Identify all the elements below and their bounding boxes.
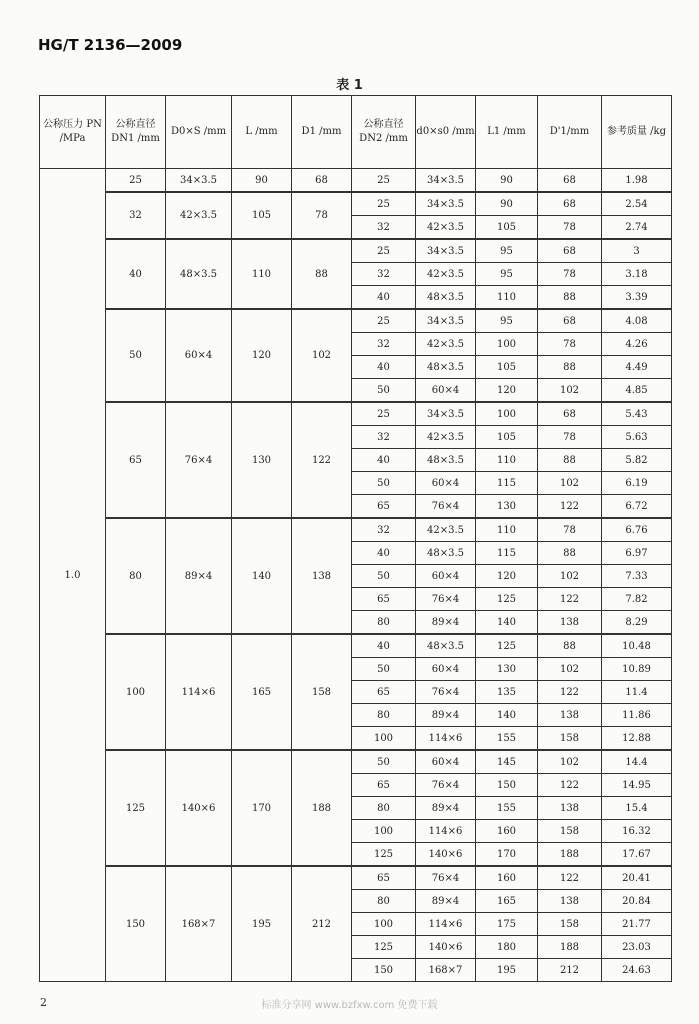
d1p-cell: 78: [538, 333, 602, 356]
mass-cell: 3.18: [602, 263, 672, 286]
mass-cell: 2.54: [602, 192, 672, 216]
l1-cell: 175: [476, 913, 538, 936]
column-header: D'1/mm: [538, 96, 602, 169]
d0s0-cell: 60×4: [416, 472, 476, 495]
d1p-cell: 122: [538, 495, 602, 519]
column-header: 参考质量 /kg: [602, 96, 672, 169]
l-cell: 130: [232, 402, 292, 518]
mass-cell: 24.63: [602, 959, 672, 982]
table-row: [40, 402, 672, 426]
d0s-cell: 48×3.5: [166, 239, 232, 309]
d0s0-cell: 34×3.5: [416, 309, 476, 333]
d1p-cell: 188: [538, 843, 602, 867]
l1-cell: 110: [476, 286, 538, 310]
d1p-cell: 188: [538, 936, 602, 959]
mass-cell: 5.82: [602, 449, 672, 472]
dn2-cell: 125: [352, 936, 416, 959]
mass-cell: 3: [602, 239, 672, 263]
d1p-cell: 138: [538, 704, 602, 727]
dn2-cell: 80: [352, 797, 416, 820]
dn2-cell: 25: [352, 192, 416, 216]
dn2-cell: 65: [352, 774, 416, 797]
l1-cell: 150: [476, 774, 538, 797]
d1p-cell: 78: [538, 518, 602, 542]
d1p-cell: 212: [538, 959, 602, 982]
d1p-cell: 102: [538, 472, 602, 495]
d0s0-cell: 114×6: [416, 727, 476, 751]
dn2-cell: 65: [352, 588, 416, 611]
dn2-cell: 25: [352, 169, 416, 193]
d1-cell: 138: [292, 518, 352, 634]
dn2-cell: 50: [352, 565, 416, 588]
l1-cell: 130: [476, 658, 538, 681]
l1-cell: 115: [476, 472, 538, 495]
dn2-cell: 32: [352, 216, 416, 240]
mass-cell: 14.95: [602, 774, 672, 797]
d0s0-cell: 89×4: [416, 704, 476, 727]
l-cell: 140: [232, 518, 292, 634]
table-row: [40, 309, 672, 333]
dn1-cell: 125: [106, 750, 166, 866]
d1p-cell: 158: [538, 727, 602, 751]
mass-cell: 1.98: [602, 169, 672, 193]
d0s-cell: 42×3.5: [166, 192, 232, 239]
mass-cell: 4.85: [602, 379, 672, 403]
d1p-cell: 68: [538, 192, 602, 216]
d0s0-cell: 60×4: [416, 750, 476, 774]
dn2-cell: 100: [352, 913, 416, 936]
d0s-cell: 114×6: [166, 634, 232, 750]
d0s0-cell: 34×3.5: [416, 192, 476, 216]
d0s0-cell: 76×4: [416, 681, 476, 704]
l-cell: 195: [232, 866, 292, 982]
d1-cell: 188: [292, 750, 352, 866]
l1-cell: 140: [476, 704, 538, 727]
d1p-cell: 88: [538, 449, 602, 472]
l1-cell: 125: [476, 634, 538, 658]
l-cell: 120: [232, 309, 292, 402]
d1p-cell: 68: [538, 402, 602, 426]
l1-cell: 115: [476, 542, 538, 565]
d0s-cell: 89×4: [166, 518, 232, 634]
d1p-cell: 68: [538, 169, 602, 193]
d1-cell: 102: [292, 309, 352, 402]
dn1-cell: 40: [106, 239, 166, 309]
d1p-cell: 102: [538, 750, 602, 774]
d1p-cell: 122: [538, 681, 602, 704]
d1-cell: 68: [292, 169, 352, 193]
mass-cell: 23.03: [602, 936, 672, 959]
l1-cell: 95: [476, 309, 538, 333]
d1p-cell: 102: [538, 565, 602, 588]
dn2-cell: 50: [352, 658, 416, 681]
dn2-cell: 80: [352, 611, 416, 635]
l1-cell: 170: [476, 843, 538, 867]
mass-cell: 10.89: [602, 658, 672, 681]
dn2-cell: 40: [352, 449, 416, 472]
d0s0-cell: 34×3.5: [416, 239, 476, 263]
d1-cell: 158: [292, 634, 352, 750]
l1-cell: 95: [476, 239, 538, 263]
d0s0-cell: 140×6: [416, 843, 476, 867]
d1-cell: 88: [292, 239, 352, 309]
d0s0-cell: 48×3.5: [416, 286, 476, 310]
dn2-cell: 50: [352, 750, 416, 774]
l1-cell: 135: [476, 681, 538, 704]
d0s0-cell: 42×3.5: [416, 426, 476, 449]
l1-cell: 165: [476, 890, 538, 913]
d0s0-cell: 42×3.5: [416, 333, 476, 356]
dn2-cell: 80: [352, 704, 416, 727]
column-header: L /mm: [232, 96, 292, 169]
mass-cell: 20.41: [602, 866, 672, 890]
l1-cell: 105: [476, 426, 538, 449]
mass-cell: 6.76: [602, 518, 672, 542]
d0s0-cell: 42×3.5: [416, 263, 476, 286]
dn1-cell: 32: [106, 192, 166, 239]
l1-cell: 90: [476, 192, 538, 216]
d1p-cell: 158: [538, 820, 602, 843]
mass-cell: 12.88: [602, 727, 672, 751]
dn2-cell: 25: [352, 402, 416, 426]
mass-cell: 6.97: [602, 542, 672, 565]
d1p-cell: 122: [538, 866, 602, 890]
dn1-cell: 100: [106, 634, 166, 750]
l1-cell: 160: [476, 820, 538, 843]
d1p-cell: 122: [538, 588, 602, 611]
dn1-cell: 80: [106, 518, 166, 634]
dn1-cell: 50: [106, 309, 166, 402]
table-row: [40, 518, 672, 542]
d0s0-cell: 89×4: [416, 890, 476, 913]
d1p-cell: 102: [538, 379, 602, 403]
column-header: 公称直径 DN2 /mm: [352, 96, 416, 169]
mass-cell: 16.32: [602, 820, 672, 843]
d0s0-cell: 76×4: [416, 588, 476, 611]
mass-cell: 7.33: [602, 565, 672, 588]
mass-cell: 6.19: [602, 472, 672, 495]
d0s-cell: 34×3.5: [166, 169, 232, 193]
column-header: d0×s0 /mm: [416, 96, 476, 169]
dn2-cell: 65: [352, 681, 416, 704]
dn2-cell: 40: [352, 634, 416, 658]
l-cell: 170: [232, 750, 292, 866]
mass-cell: 7.82: [602, 588, 672, 611]
dn2-cell: 40: [352, 286, 416, 310]
dn2-cell: 150: [352, 959, 416, 982]
dn2-cell: 32: [352, 333, 416, 356]
dn2-cell: 25: [352, 309, 416, 333]
l-cell: 165: [232, 634, 292, 750]
l1-cell: 180: [476, 936, 538, 959]
l1-cell: 90: [476, 169, 538, 193]
mass-cell: 4.49: [602, 356, 672, 379]
d1p-cell: 78: [538, 216, 602, 240]
d1p-cell: 88: [538, 634, 602, 658]
d0s0-cell: 34×3.5: [416, 169, 476, 193]
table-row: [40, 634, 672, 658]
dn2-cell: 32: [352, 426, 416, 449]
table-row: [40, 192, 672, 216]
d1p-cell: 102: [538, 658, 602, 681]
d1p-cell: 88: [538, 542, 602, 565]
d0s0-cell: 89×4: [416, 797, 476, 820]
d1p-cell: 138: [538, 797, 602, 820]
mass-cell: 11.86: [602, 704, 672, 727]
d0s0-cell: 60×4: [416, 565, 476, 588]
l1-cell: 110: [476, 449, 538, 472]
mass-cell: 15.4: [602, 797, 672, 820]
d0s0-cell: 76×4: [416, 866, 476, 890]
d0s0-cell: 89×4: [416, 611, 476, 635]
dn2-cell: 65: [352, 495, 416, 519]
mass-cell: 20.84: [602, 890, 672, 913]
dn2-cell: 32: [352, 518, 416, 542]
d0s0-cell: 76×4: [416, 774, 476, 797]
d0s0-cell: 48×3.5: [416, 634, 476, 658]
dn2-cell: 125: [352, 843, 416, 867]
l1-cell: 155: [476, 727, 538, 751]
l1-cell: 155: [476, 797, 538, 820]
dn2-cell: 80: [352, 890, 416, 913]
dn2-cell: 40: [352, 356, 416, 379]
d1p-cell: 138: [538, 611, 602, 635]
l1-cell: 145: [476, 750, 538, 774]
dn2-cell: 32: [352, 263, 416, 286]
d1p-cell: 88: [538, 286, 602, 310]
d1-cell: 78: [292, 192, 352, 239]
mass-cell: 4.26: [602, 333, 672, 356]
d0s0-cell: 42×3.5: [416, 518, 476, 542]
d0s0-cell: 60×4: [416, 379, 476, 403]
table-row: [40, 169, 672, 193]
l1-cell: 120: [476, 379, 538, 403]
d0s0-cell: 114×6: [416, 820, 476, 843]
l1-cell: 125: [476, 588, 538, 611]
column-header: D1 /mm: [292, 96, 352, 169]
specification-table: [39, 95, 672, 982]
d1p-cell: 78: [538, 426, 602, 449]
d1p-cell: 78: [538, 263, 602, 286]
d0s0-cell: 168×7: [416, 959, 476, 982]
dn2-cell: 65: [352, 866, 416, 890]
d0s0-cell: 48×3.5: [416, 449, 476, 472]
table-row: [40, 239, 672, 263]
mass-cell: 17.67: [602, 843, 672, 867]
mass-cell: 5.43: [602, 402, 672, 426]
mass-cell: 3.39: [602, 286, 672, 310]
table-row: [40, 866, 672, 890]
mass-cell: 21.77: [602, 913, 672, 936]
dn2-cell: 40: [352, 542, 416, 565]
l1-cell: 130: [476, 495, 538, 519]
d0s0-cell: 34×3.5: [416, 402, 476, 426]
l1-cell: 95: [476, 263, 538, 286]
table-header-row: [40, 96, 672, 169]
dn1-cell: 150: [106, 866, 166, 982]
mass-cell: 2.74: [602, 216, 672, 240]
d0s0-cell: 76×4: [416, 495, 476, 519]
d1-cell: 212: [292, 866, 352, 982]
dn1-cell: 25: [106, 169, 166, 193]
standard-code: HG/T 2136—2009: [38, 36, 183, 54]
d0s0-cell: 140×6: [416, 936, 476, 959]
d1p-cell: 68: [538, 239, 602, 263]
l1-cell: 160: [476, 866, 538, 890]
mass-cell: 10.48: [602, 634, 672, 658]
l-cell: 110: [232, 239, 292, 309]
dn2-cell: 100: [352, 727, 416, 751]
mass-cell: 14.4: [602, 750, 672, 774]
d1p-cell: 122: [538, 774, 602, 797]
d0s0-cell: 114×6: [416, 913, 476, 936]
d0s-cell: 140×6: [166, 750, 232, 866]
l1-cell: 195: [476, 959, 538, 982]
d0s0-cell: 60×4: [416, 658, 476, 681]
d0s0-cell: 42×3.5: [416, 216, 476, 240]
column-header: 公称压力 PN /MPa: [40, 96, 106, 169]
d1p-cell: 88: [538, 356, 602, 379]
mass-cell: 4.08: [602, 309, 672, 333]
page-number: 2: [40, 996, 47, 1009]
l1-cell: 100: [476, 333, 538, 356]
pressure-cell: 1.0: [40, 169, 106, 982]
watermark: 标准分享网 www.bzfxw.com 免费下载: [261, 1000, 438, 1011]
mass-cell: 6.72: [602, 495, 672, 519]
l1-cell: 110: [476, 518, 538, 542]
dn1-cell: 65: [106, 402, 166, 518]
mass-cell: 5.63: [602, 426, 672, 449]
l-cell: 105: [232, 192, 292, 239]
table-title: 表 1: [336, 78, 363, 93]
l1-cell: 120: [476, 565, 538, 588]
l1-cell: 140: [476, 611, 538, 635]
table-row: [40, 750, 672, 774]
l1-cell: 100: [476, 402, 538, 426]
d0s-cell: 60×4: [166, 309, 232, 402]
l1-cell: 105: [476, 216, 538, 240]
d0s0-cell: 48×3.5: [416, 356, 476, 379]
d1p-cell: 138: [538, 890, 602, 913]
mass-cell: 11.4: [602, 681, 672, 704]
dn2-cell: 50: [352, 379, 416, 403]
d0s-cell: 76×4: [166, 402, 232, 518]
mass-cell: 8.29: [602, 611, 672, 635]
l-cell: 90: [232, 169, 292, 193]
column-header: L1 /mm: [476, 96, 538, 169]
d1p-cell: 68: [538, 309, 602, 333]
d0s-cell: 168×7: [166, 866, 232, 982]
d1p-cell: 158: [538, 913, 602, 936]
column-header: 公称直径 DN1 /mm: [106, 96, 166, 169]
dn2-cell: 25: [352, 239, 416, 263]
l1-cell: 105: [476, 356, 538, 379]
dn2-cell: 50: [352, 472, 416, 495]
table-body: [40, 169, 672, 982]
column-header: D0×S /mm: [166, 96, 232, 169]
d0s0-cell: 48×3.5: [416, 542, 476, 565]
dn2-cell: 100: [352, 820, 416, 843]
d1-cell: 122: [292, 402, 352, 518]
